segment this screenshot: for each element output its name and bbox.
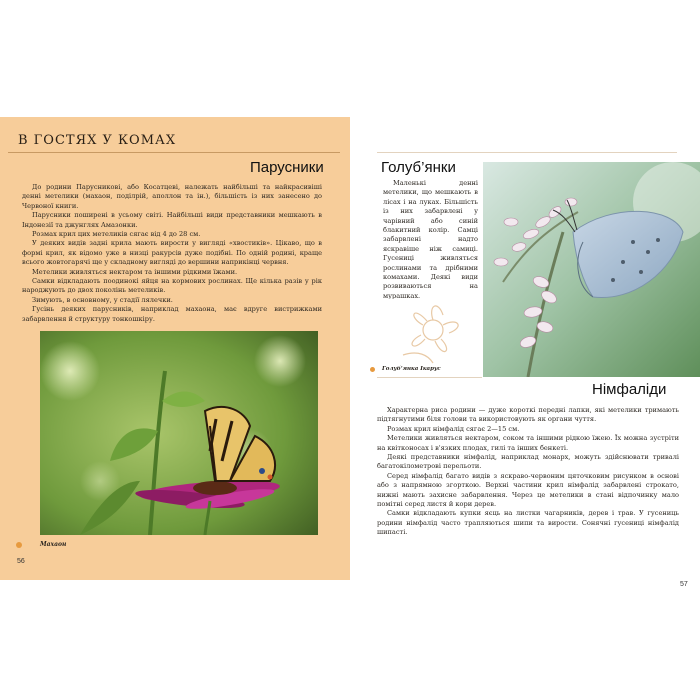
swallowtail-photo — [40, 331, 318, 535]
paragraph: Парусники поширені в усьому світі. Найбільші види представники мешкають в Індонезії та джунглях Амазонки. — [22, 211, 322, 229]
paragraph: Зимують, в основному, у стадії лялечки. — [32, 295, 173, 304]
caption-divider — [377, 377, 482, 378]
paragraph: Самки відкладають купки яєць на листки чагарників, дерев і трав. У гусениць родини німфалід часто трапляються шипи та вирости. Сонячні гусениці німфалід шипасті. — [377, 509, 679, 537]
paragraph: Гусінь деяких парусників, наприклад махаона, має вдруге вистрижками забарвлення й структуру тонкошкіру. — [22, 305, 322, 323]
nimfalidy-text — [377, 406, 679, 556]
paragraph: Серед німфалід багато видів з яскраво-червоним цяточковим рисунком в основі або з напрямною згорткою. Верхні частини крил німфалід забарвлені строкато, нижні мають захисне забарвлення. Через це метелики в стані відпочинку мало помітні серед листя й кори дерев. — [377, 471, 679, 509]
paragraph: Метелики живляться нектаром, соком та іншими рідкою їжею. Їх можна зустріти на квітконосах і в'язких плодах, гилі та інших бенкеті. — [377, 434, 679, 452]
paragraph: У деяких видів задні крила мають вирости у вигляді «хвостиків». Цікаво, що в формі крил, як відомо уже в низці ракурсів дуже подібні. По одній родині, краще всього жовтогарячі ще у складному вигляді до вершини наприкінці червня. — [22, 239, 322, 267]
section-title-parusnyky: Парусники — [250, 159, 324, 176]
holubianky-text — [383, 179, 478, 299]
header-divider — [377, 152, 677, 153]
paragraph: Маленькі денні метелики, що мешкають в лісах і на луках. Більшість із них забарвлені у чарівний або синій блакитний колір. Самці забарвлені надто яскравіше ніж самиці. Гусениці живляться рослинами та дрібними комахами. Деякі види розвиваються на мурашках. — [383, 179, 478, 299]
holubianka-image — [483, 162, 700, 377]
paragraph: Самки відкладають поодинокі яйця на кормових рослинах. Ще кілька разів у рік народжують до двох поколінь метеликів. — [22, 277, 322, 295]
section-title-holubianky: Голуб’янки — [381, 159, 456, 176]
paragraph: Розмах крил цих метеликів сягає від 4 до 28 см. — [32, 230, 201, 239]
accent-dot — [16, 542, 22, 548]
right-page — [355, 117, 700, 588]
paragraph: До родини Парусникові, або Косатцеві, належать найбільші та найкрасивіші денні метелики (махаон, поділрій, аполлон та ін.), більшість із них занесено до Червоної книги. — [22, 183, 322, 210]
page-number-right: 57 — [680, 581, 688, 588]
paragraph: Метелики живляться нектаром та іншими рідкими їжами. — [32, 267, 238, 276]
flower-outline-decoration — [383, 295, 478, 365]
blue-butterfly-photo — [483, 162, 700, 377]
section-title-nimfalidy: Німфаліди — [592, 381, 667, 398]
paragraph: Деякі представники німфалід, наприклад монарх, можуть здійснювати тривалі багатокілометрові перельоти. — [377, 453, 679, 471]
parusnyky-text — [22, 183, 322, 333]
header-divider — [8, 152, 340, 153]
accent-dot — [370, 367, 375, 372]
photo-caption-holubianka: Голуб’янка Ікарус — [382, 366, 441, 372]
page-number-left: 56 — [17, 558, 25, 565]
left-page — [0, 117, 350, 580]
paragraph: Характерна риса родини — дуже короткі передні лапки, які метелики тримають підтягнутими біля голови та використовують як органи чуття. — [377, 406, 679, 424]
swallowtail-image — [40, 331, 318, 535]
paragraph: Розмах крил німфалід сягає 2—15 см. — [387, 424, 520, 433]
photo-caption-makhaon: Махаон — [40, 541, 67, 548]
chapter-header: В ГОСТЯХ У КОМАХ — [18, 133, 177, 148]
